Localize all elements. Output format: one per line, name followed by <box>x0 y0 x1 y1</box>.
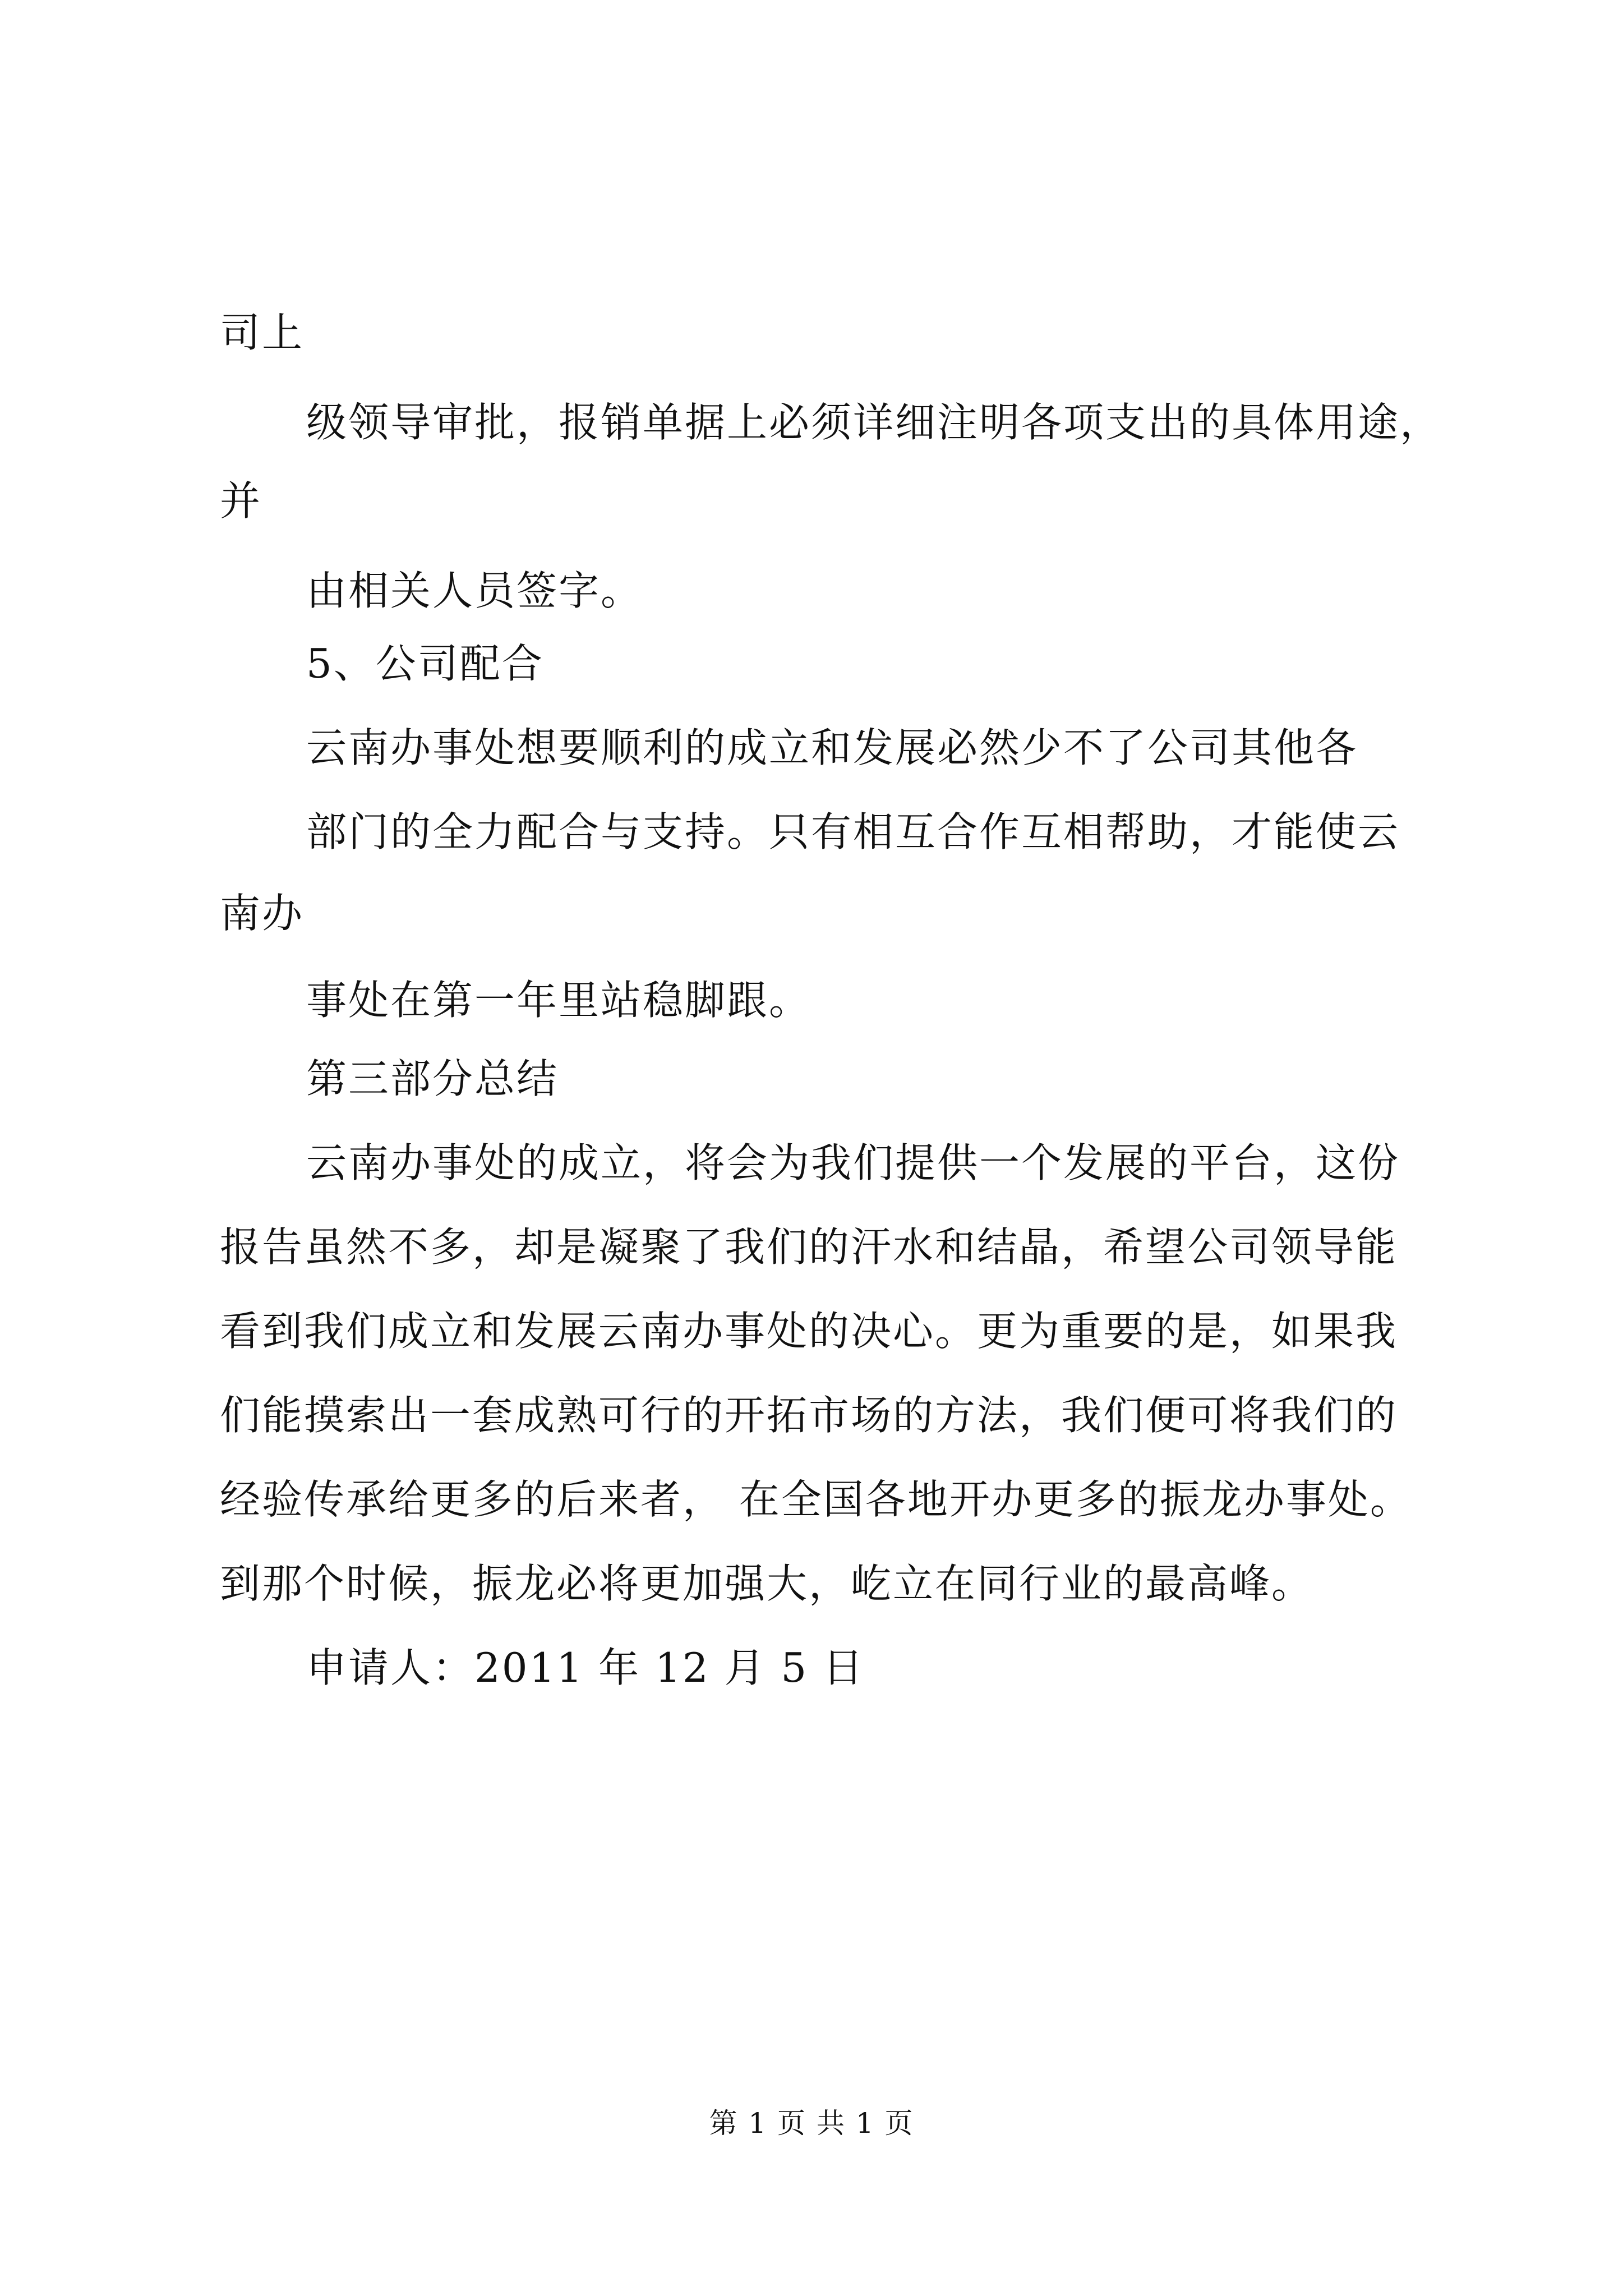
section-heading: 5、公司配合 <box>306 640 544 687</box>
text-line: 到那个时候，振龙必将更加强大，屹立在同行业的最高峰。 <box>220 1560 1314 1607</box>
text-line: 事处在第一年里站稳脚跟。 <box>306 977 811 1024</box>
text-line: 们能摸索出一套成熟可行的开拓市场的方法，我们便可将我们的 <box>220 1392 1398 1439</box>
text-line: 部门的全力配合与支持。只有相互合作互相帮助，才能使云 <box>306 808 1400 855</box>
signature-date-line: 申请人：2011 年 12 月 5 日 <box>306 1644 865 1691</box>
text-line: 云南办事处的成立，将会为我们提供一个发展的平台，这份 <box>306 1139 1400 1186</box>
text-line: 看到我们成立和发展云南办事处的决心。更为重要的是，如果我 <box>220 1308 1398 1355</box>
text-line: 级领导审批，报销单据上必须详细注明各项支出的具体用途， <box>306 399 1442 446</box>
text-line: 报告虽然不多，却是凝聚了我们的汗水和结晶，希望公司领导能 <box>220 1223 1398 1271</box>
section-heading: 第三部分总结 <box>306 1055 559 1102</box>
text-line: 云南办事处想要顺利的成立和发展必然少不了公司其他各 <box>306 724 1358 771</box>
text-line: 由相关人员签字。 <box>306 567 643 614</box>
text-line: 经验传承给更多的后来者， 在全国各地开办更多的振龙办事处。 <box>220 1476 1412 1523</box>
text-line: 并 <box>220 477 262 524</box>
text-line: 司上 <box>220 309 305 356</box>
text-line: 南办 <box>220 890 305 937</box>
page-footer: 第 1 页 共 1 页 <box>709 2107 914 2139</box>
